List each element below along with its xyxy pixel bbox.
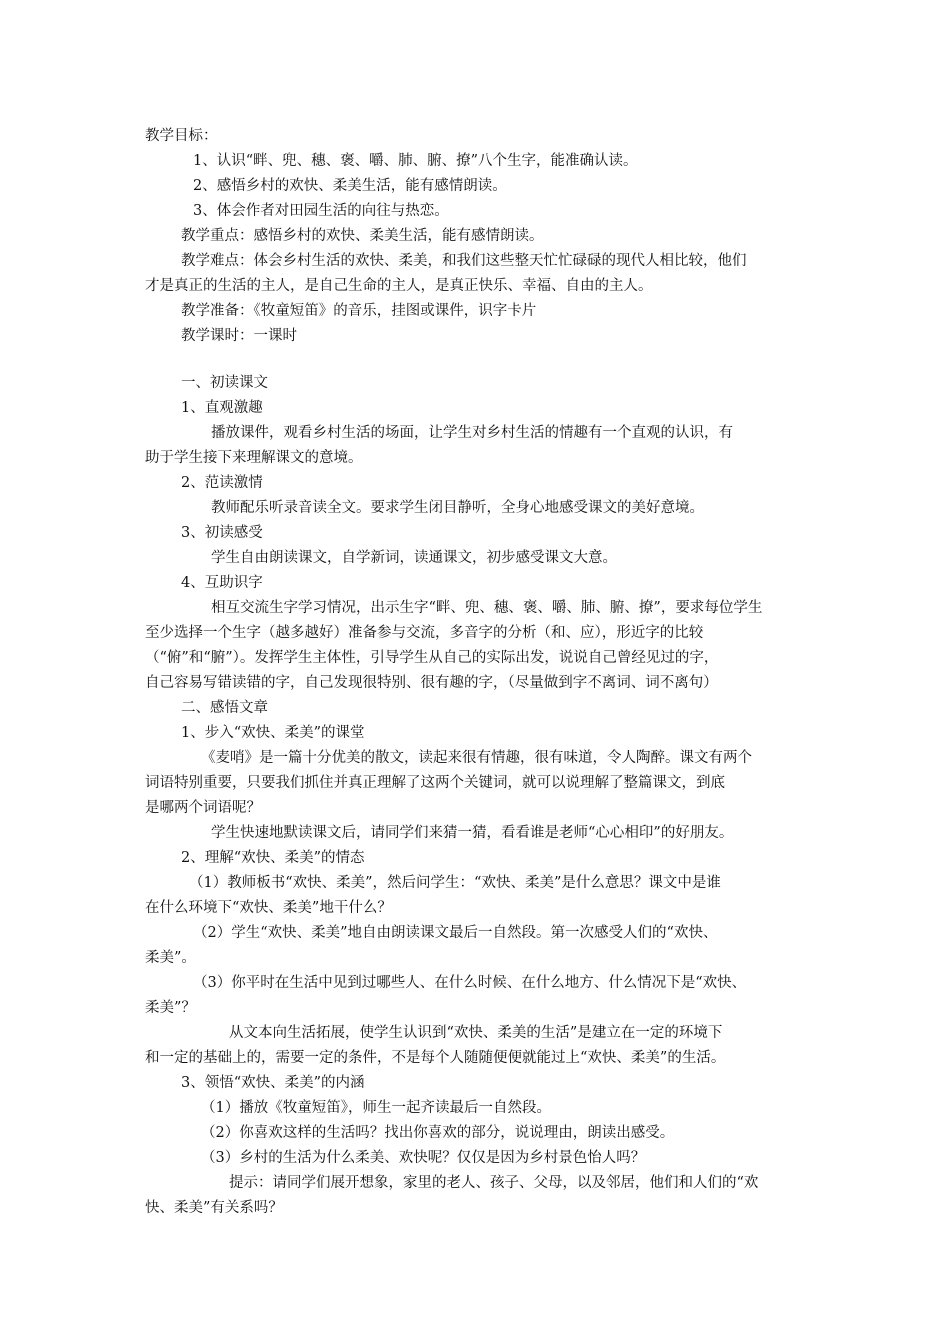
paragraph-line: 学生自由朗读课文，自学新词，读通课文，初步感受课文大意。 (211, 550, 617, 566)
paragraph-line: 从文本向生活拓展，使学生认识到“欢快、柔美的生活”是建立在一定的环境下 (229, 1025, 723, 1041)
paragraph-line: 快、柔美”有关系吗？ (145, 1200, 283, 1216)
difficulty-line: 才是真正的生活的主人，是自己生命的主人，是真正快乐、幸福、自由的主人。 (145, 278, 653, 294)
paragraph-line: 词语特别重要，只要我们抓住并真正理解了这两个关键词，就可以说理解了整篇课文，到底 (145, 775, 725, 791)
paragraph-line: （2）学生“欢快、柔美”地自由朗读课文最后一自然段。第一次感受人们的“欢快、 (193, 925, 718, 941)
preparation: 教学准备：《牧童短笛》的音乐，挂图或课件，识字卡片 (181, 303, 537, 319)
paragraph-line: 柔美”？ (145, 1000, 196, 1016)
difficulty-line: 教学难点：体会乡村生活的欢快、柔美，和我们这些整天忙忙碌碌的现代人相比较，他们 (181, 253, 747, 269)
section-title: 二、感悟文章 (181, 700, 268, 716)
objective-item: 2、感悟乡村的欢快、柔美生活，能有感情朗读。 (193, 178, 507, 194)
key-point: 教学重点：感悟乡村的欢快、柔美生活，能有感情朗读。 (181, 228, 544, 244)
subsection-title: 3、领悟“欢快、柔美”的内涵 (181, 1075, 365, 1091)
paragraph-line: 提示：请同学们展开想象，家里的老人、孩子、父母，以及邻居，他们和人们的“欢 (229, 1175, 759, 1191)
paragraph-line: 和一定的基础上的，需要一定的条件，不是每个人随随便便就能过上“欢快、柔美”的生活。 (145, 1050, 726, 1066)
objective-item: 1、认识“畔、兜、穗、褒、嚼、肺、腑、撩”八个生字，能准确认读。 (193, 153, 638, 169)
section-title: 一、初读课文 (181, 375, 268, 391)
paragraph-line: 播放课件，观看乡村生活的场面，让学生对乡村生活的情趣有一个直观的认识，有 (211, 425, 733, 441)
paragraph-line: 《麦哨》是一篇十分优美的散文，读起来很有情趣，很有味道，令人陶醉。课文有两个 (201, 750, 752, 766)
paragraph-line: 学生快速地默读课文后，请同学们来猜一猜，看看谁是老师“心心相印”的好朋友。 (211, 825, 734, 841)
paragraph-line: 助于学生接下来理解课文的意境。 (145, 450, 363, 466)
teaching-period: 教学课时：一课时 (181, 328, 297, 344)
paragraph-line: 至少选择一个生字（越多越好）准备参与交流，多音字的分析（和、应），形近字的比较 (145, 625, 704, 641)
objectives-title: 教学目标： (145, 128, 218, 144)
subsection-title: 2、理解“欢快、柔美”的情态 (181, 850, 365, 866)
paragraph-line: （“俯”和“腑”）。发挥学生主体性，引导学生从自己的实际出发，说说自己曾经见过的字， (145, 650, 719, 666)
paragraph-line: （3）乡村的生活为什么柔美、欢快呢？仅仅是因为乡村景色怡人吗？ (201, 1150, 646, 1166)
objective-item: 3、体会作者对田园生活的向往与热恋。 (193, 203, 449, 219)
paragraph-line: （1）播放《牧童短笛》，师生一起齐读最后一自然段。 (201, 1100, 551, 1116)
paragraph-line: 相互交流生字学习情况，出示生字“畔、兜、穗、褒、嚼、肺、腑、撩”，要求每位学生 (211, 600, 763, 616)
subsection-title: 1、步入“欢快、柔美”的课堂 (181, 725, 365, 741)
paragraph-line: 在什么环境下“欢快、柔美”地干什么？ (145, 900, 392, 916)
document-body (145, 124, 813, 1221)
paragraph-line: （3）你平时在生活中见到过哪些人、在什么时候、在什么地方、什么情况下是“欢快、 (193, 975, 747, 991)
paragraph-line: 教师配乐听录音读全文。要求学生闭目静听，全身心地感受课文的美好意境。 (211, 500, 704, 516)
subsection-title: 4、互助识字 (181, 575, 263, 591)
paragraph-line: （1）教师板书“欢快、柔美”，然后问学生：“欢快、柔美”是什么意思？课文中是谁 (189, 875, 721, 891)
subsection-title: 2、范读激情 (181, 475, 263, 491)
paragraph-line: 柔美”。 (145, 950, 196, 966)
subsection-title: 1、直观激趣 (181, 400, 263, 416)
paragraph-line: （2）你喜欢这样的生活吗？找出你喜欢的部分，说说理由，朗读出感受。 (201, 1125, 675, 1141)
paragraph-line: 是哪两个词语呢？ (145, 800, 261, 816)
blank-line (145, 349, 813, 371)
subsection-title: 3、初读感受 (181, 525, 263, 541)
paragraph-line: 自己容易写错读错的字，自己发现很特别、很有趣的字，（尽量做到字不离词、词不离句） (145, 675, 718, 691)
